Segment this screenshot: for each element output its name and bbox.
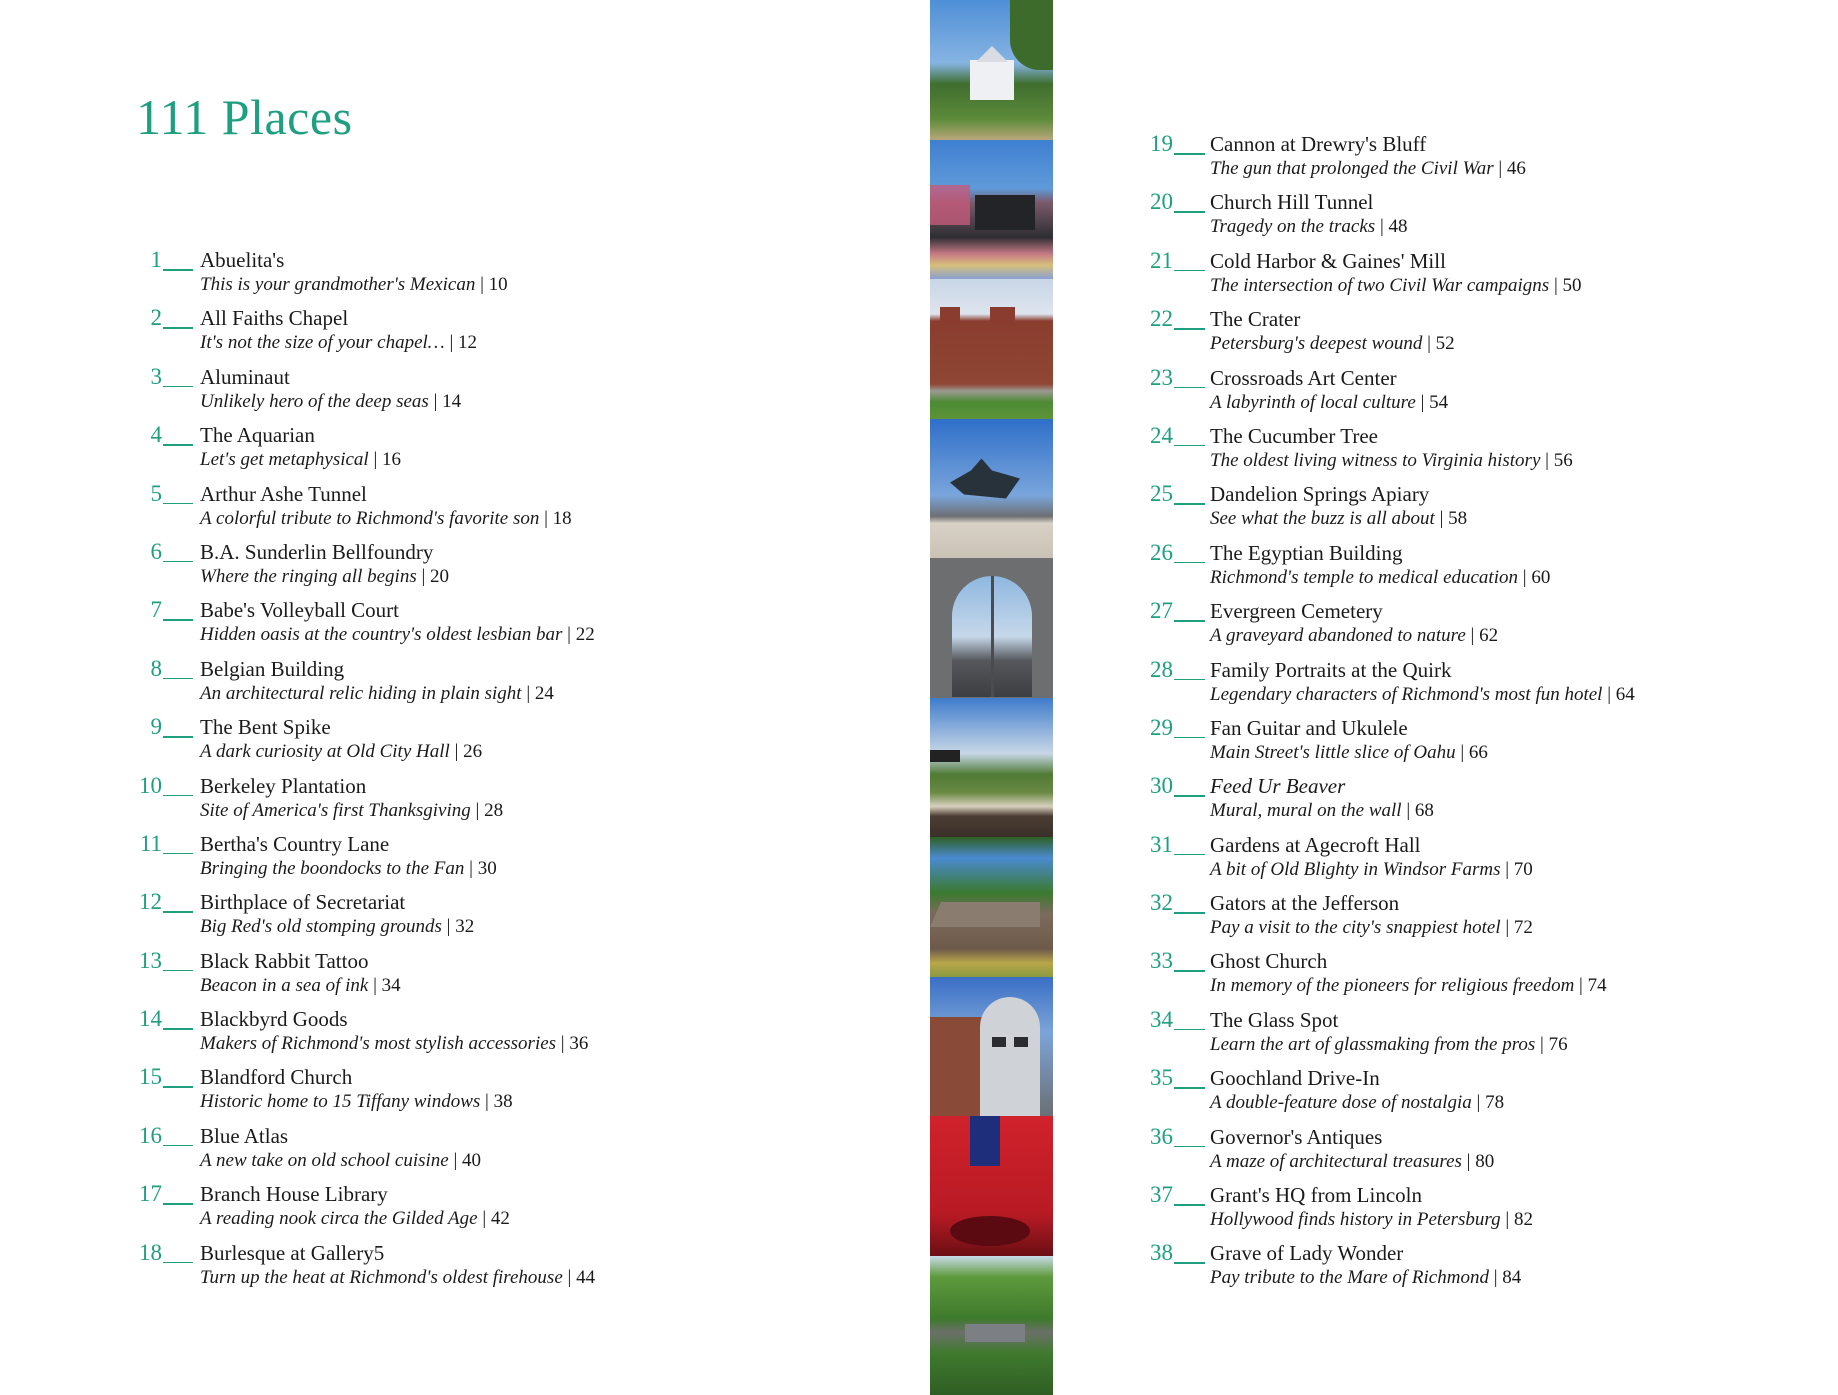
entry-separator: | [1434,508,1449,530]
entry-leader-line [1174,970,1205,972]
entry-leader-line [163,327,193,329]
entry-separator: | [448,1149,463,1171]
entry-number: 32 [1150,890,1173,916]
entry-title: Blue Atlas [200,1123,289,1148]
entry-title: B.A. Sunderlin Bellfoundry [200,539,434,564]
entry-tagline: In memory of the pioneers for religious freedom [1210,975,1575,997]
entry-separator: | [475,274,489,295]
entry-number: 13 [139,947,162,973]
entry-title: The Crater [1210,307,1301,332]
entry-number: 30 [1150,773,1173,799]
entry-title: The Aquarian [200,423,315,448]
photo-arched-window [930,558,1053,698]
entry-leader-line [163,1203,193,1205]
entry-number: 37 [1150,1182,1173,1208]
entry-separator: | [521,682,535,704]
entry-number: 34 [1150,1006,1173,1032]
entry-tagline: An architectural relic hiding in plain sight [200,682,522,704]
entry-tagline: Historic home to 15 Tiffany windows [200,1091,481,1113]
entry-page-number: 28 [484,799,504,821]
entry-leader-line [163,678,193,680]
entry-number: 6 [150,538,162,564]
entry-tagline: Bringing the boondocks to the Fan [200,857,465,879]
entry-number: 19 [1150,131,1173,156]
entry-tagline: A graveyard abandoned to nature [1210,625,1466,647]
entry-page-number: 46 [1506,158,1526,179]
entry-subtitle [200,448,401,472]
entry-separator: | [1574,975,1588,997]
entry-number: 25 [1150,481,1173,507]
entry-separator: | [562,624,576,646]
entry-title: Dandelion Springs Apiary [1210,482,1430,507]
entry-leader-line [1174,912,1205,914]
entry-leader-line [163,970,193,972]
entry-number: 14 [139,1006,162,1032]
entry-page-number: 48 [1388,216,1408,238]
entry-page-number: 20 [430,565,450,587]
entry-leader-line [1174,503,1205,505]
entry-title: Branch House Library [200,1182,388,1207]
entry-separator: | [1549,274,1563,296]
entry-page-number: 58 [1448,508,1468,530]
entry-separator: | [1500,917,1514,939]
entry-separator: | [1415,391,1430,413]
entry-leader-line [1174,1087,1205,1089]
entry-separator: | [477,1208,491,1230]
photo-stone-tower-building [930,977,1053,1117]
entry-number: 10 [139,772,162,798]
entry-page-number: 60 [1531,566,1551,588]
entry-subtitle [1210,916,1533,940]
entry-separator: | [480,1091,494,1113]
entry-title: Abuelita's [200,248,285,272]
entry-tagline: Big Red's old stomping grounds [200,916,442,938]
entry-leader-line [163,386,193,388]
entry-page-number: 10 [488,274,508,295]
entry-leader-line [1174,328,1205,330]
entry-page-number: 56 [1553,449,1573,471]
entry-subtitle [1210,799,1434,823]
entry-tagline: A dark curiosity at Old City Hall [200,741,450,763]
entry-number: 35 [1150,1065,1173,1091]
entry-leader-line [163,1086,193,1088]
entry-leader-line [163,444,193,446]
entry-title: Belgian Building [200,656,345,681]
entry-page-number: 70 [1513,858,1533,880]
photo-strip [930,0,1053,1395]
entry-leader-line [1174,1262,1205,1264]
entry-tagline: It's not the size of your chapel… [200,332,445,354]
entry-separator: | [1422,333,1436,355]
entry-title: Fan Guitar and Ukulele [1210,715,1408,740]
entry-separator: | [368,974,382,996]
entry-tagline: A labyrinth of local culture [1210,391,1416,413]
entry-separator: | [416,565,431,587]
entry-title: The Cucumber Tree [1210,423,1378,448]
entry-leader-line [163,503,193,505]
entry-tagline: A maze of architectural treasures [1210,1150,1462,1172]
entry-subtitle [1210,507,1467,531]
entry-title: Arthur Ashe Tunnel [200,481,367,506]
entry-tagline: The oldest living witness to Virginia history [1210,449,1541,471]
entry-page-number: 62 [1479,625,1499,647]
entry-leader-line [1174,795,1205,797]
entry-subtitle [200,273,508,297]
entry-separator: | [368,449,383,471]
entry-number: 9 [150,714,162,740]
entry-title: Evergreen Cemetery [1210,599,1383,624]
entry-separator: | [1461,1150,1476,1172]
entry-number: 15 [139,1064,162,1090]
entry-subtitle [1210,1091,1504,1115]
entry-page-number: 76 [1548,1033,1568,1055]
entry-separator: | [449,741,464,763]
entry-title: Babe's Volleyball Court [200,598,399,623]
entry-number: 16 [139,1122,162,1148]
entry-separator: | [428,390,443,412]
entry-page-number: 16 [382,449,402,471]
entry-separator: | [1602,683,1616,705]
entry-subtitle [1210,566,1550,590]
entry-subtitle [1210,1150,1494,1174]
entry-page-number: 84 [1502,1267,1522,1289]
entry-tagline: Where the ringing all begins [200,565,417,587]
entry-number: 2 [150,305,162,331]
entry-tagline: Makers of Richmond's most stylish accessories [200,1033,557,1055]
entry-page-number: 68 [1414,800,1434,822]
entry-tagline: Unlikely hero of the deep seas [200,390,429,412]
entry-subtitle [1210,974,1607,998]
entry-tagline: Pay tribute to the Mare of Richmond [1210,1267,1489,1289]
photo-equestrian-statue [930,419,1053,559]
entry-subtitle [1210,274,1582,298]
entry-number: 36 [1150,1123,1173,1149]
entry-number: 33 [1150,948,1173,974]
entry-number: 29 [1150,714,1173,740]
entry-tagline: Beacon in a sea of ink [200,974,369,996]
entry-page-number: 74 [1587,975,1607,997]
entry-tagline: This is your grandmother's Mexican [200,274,476,295]
entry-tagline: A reading nook circa the Gilded Age [200,1208,478,1230]
entry-tagline: A bit of Old Blighty in Windsor Farms [1210,858,1501,880]
entry-title: Burlesque at Gallery5 [200,1240,385,1265]
entry-number: 1 [150,247,162,272]
entry-separator: | [1488,1267,1503,1289]
entry-leader-line [1174,854,1205,856]
entry-separator: | [441,916,456,938]
entry-page-number: 24 [534,682,554,704]
entry-number: 24 [1150,422,1173,448]
entry-page-number: 78 [1485,1092,1505,1114]
entry-page-number: 14 [442,390,462,412]
entry-subtitle [200,799,503,823]
entry-page-number: 30 [477,857,497,879]
entry-title: Birthplace of Secretariat [200,890,406,915]
entry-title: Aluminaut [200,364,290,389]
entry-title: Feed Ur Beaver [1210,774,1346,799]
entry-page-number: 12 [458,332,478,354]
entry-tagline: The intersection of two Civil War campaigns [1210,274,1550,296]
entry-separator: | [470,799,485,821]
entry-number: 22 [1150,306,1173,332]
photo-house-among-trees [930,1256,1053,1395]
entry-leader-line [163,561,193,563]
entry-subtitle [200,1149,481,1173]
entry-number: 21 [1150,247,1173,273]
entry-title: Ghost Church [1210,949,1328,974]
entry-title: Church Hill Tunnel [1210,190,1374,215]
entry-page-number: 34 [381,974,401,996]
entry-tagline: Tragedy on the tracks [1210,216,1376,238]
entry-title: The Egyptian Building [1210,540,1403,565]
entry-number: 26 [1150,539,1173,565]
entry-number: 20 [1150,189,1173,215]
photo-wooden-cabin [930,837,1053,977]
entry-leader-line [163,911,193,913]
entry-leader-line [163,1145,193,1147]
entry-page-number: 50 [1562,274,1582,296]
entry-number: 7 [150,597,162,623]
entry-leader-line [163,269,193,271]
entry-leader-line [1174,1146,1205,1148]
entry-page-number: 52 [1435,333,1455,355]
entry-leader-line [1174,445,1205,447]
entry-number: 28 [1150,656,1173,682]
entry-number: 38 [1150,1240,1173,1266]
entry-subtitle [200,565,449,589]
entry-subtitle [200,1090,513,1114]
entry-separator: | [464,857,478,879]
entry-leader-line [163,853,193,855]
entry-page-number: 38 [493,1091,513,1113]
page-title: 111 Places [136,89,353,145]
entry-subtitle [200,331,477,355]
entry-page-number: 82 [1513,1209,1533,1231]
entry-subtitle [1210,683,1635,707]
entry-title: Family Portraits at the Quirk [1210,657,1452,682]
entry-separator: | [1540,449,1554,471]
entry-separator: | [539,507,553,529]
entry-tagline: Pay a visit to the city's snappiest hotel [1210,917,1501,939]
entry-separator: | [1455,741,1469,763]
entry-separator: | [444,332,459,354]
entry-number: 8 [150,655,162,681]
entry-separator: | [1500,1209,1514,1231]
entry-title: Gardens at Agecroft Hall [1210,832,1421,857]
photo-red-brick-armory [930,279,1053,419]
entry-subtitle [200,915,474,939]
entry-page-number: 54 [1429,391,1449,413]
entry-page-number: 40 [462,1149,482,1171]
entry-subtitle [1210,624,1498,648]
entry-page-number: 22 [575,624,595,646]
entry-tagline: A double-feature dose of nostalgia [1210,1092,1472,1114]
entry-page-number: 42 [490,1208,510,1230]
entry-tagline: Turn up the heat at Richmond's oldest firehouse [200,1266,563,1288]
entry-page-number: 80 [1475,1150,1495,1172]
entry-leader-line [1174,211,1205,213]
entry-tagline: Site of America's first Thanksgiving [200,799,471,821]
entry-title: Blandford Church [200,1065,353,1090]
entry-title: Grave of Lady Wonder [1210,1241,1404,1266]
entry-subtitle [200,390,461,414]
entry-number: 31 [1150,831,1173,857]
entry-page-number: 36 [569,1033,589,1055]
entry-subtitle [1210,1033,1568,1057]
entry-subtitle [1210,157,1526,181]
entry-separator: | [556,1033,570,1055]
entry-tagline: Hollywood finds history in Petersburg [1210,1209,1501,1231]
entry-title: Goochland Drive-In [1210,1066,1380,1091]
entry-number: 11 [139,830,162,856]
photo-red-stage-curtain [930,1116,1053,1256]
entry-subtitle [1210,1266,1521,1290]
entry-title: Governor's Antiques [1210,1124,1383,1149]
entry-title: Blackbyrd Goods [200,1007,348,1032]
entry-title: Crossroads Art Center [1210,365,1397,390]
entry-number: 27 [1150,598,1173,624]
entry-tagline: The gun that prolonged the Civil War [1210,158,1494,179]
entry-page-number: 32 [455,916,475,938]
entry-tagline: A new take on old school cuisine [200,1149,449,1171]
entry-subtitle [1210,858,1533,882]
entry-tagline: Learn the art of glassmaking from the pros [1210,1033,1536,1055]
entry-subtitle [1210,741,1488,765]
entry-subtitle [1210,449,1573,473]
entry-subtitle [1210,391,1448,415]
entry-leader-line [1174,387,1205,389]
entry-subtitle [1210,1208,1533,1232]
entry-subtitle [200,974,401,998]
entry-subtitle [200,1032,588,1056]
entry-separator: | [562,1266,577,1288]
entry-subtitle [200,623,595,647]
entry-separator: | [1518,566,1532,588]
entry-title: Gators at the Jefferson [1210,891,1400,916]
entry-leader-line [1174,1204,1205,1206]
entry-title: The Glass Spot [1210,1007,1339,1032]
entry-subtitle [200,507,572,531]
entry-leader-line [1174,679,1205,681]
entry-page-number: 44 [576,1266,596,1288]
entry-leader-line [163,619,193,621]
entry-subtitle [200,857,497,881]
entry-leader-line [163,736,193,738]
entry-title: Berkeley Plantation [200,773,367,798]
entry-subtitle [200,682,554,706]
entry-page-number: 72 [1513,917,1533,939]
entry-page-number: 66 [1468,741,1488,763]
photo-cannon-on-bluff [930,698,1053,838]
entry-subtitle [1210,332,1455,356]
entry-leader-line [1174,737,1205,739]
entry-separator: | [1500,858,1514,880]
photo-colorful-mural-tunnel [930,140,1053,280]
entry-number: 12 [139,889,162,915]
entry-title: Grant's HQ from Lincoln [1210,1183,1422,1208]
entry-separator: | [1535,1033,1549,1055]
entry-tagline: Legendary characters of Richmond's most fun hotel [1210,683,1603,705]
entry-leader-line [1174,620,1205,622]
entry-page-number: 18 [552,507,572,529]
entry-page-number: 26 [463,741,483,763]
entry-title: The Bent Spike [200,715,331,740]
entry-title: Black Rabbit Tattoo [200,948,369,973]
photo-white-chapel [930,0,1053,140]
entry-leader-line [163,795,193,797]
entry-subtitle [1210,215,1408,239]
entry-tagline: Petersburg's deepest wound [1210,333,1423,355]
entry-leader-line [1174,562,1205,564]
entry-tagline: Let's get metaphysical [200,449,369,471]
entry-tagline: Mural, mural on the wall [1210,800,1402,822]
entry-subtitle [200,740,482,764]
entry-number: 5 [150,480,162,506]
entry-subtitle [200,1207,510,1231]
entry-leader-line [163,1028,193,1030]
entry-tagline: Richmond's temple to medical education [1210,566,1518,588]
entry-separator: | [1471,1092,1486,1114]
entry-tagline: A colorful tribute to Richmond's favorite son [200,507,540,529]
entry-number: 4 [150,422,162,448]
entry-separator: | [1465,625,1480,647]
entry-tagline: Main Street's little slice of Oahu [1210,741,1456,763]
entry-number: 23 [1150,364,1173,390]
entry-tagline: Hidden oasis at the country's oldest lesbian bar [200,624,563,646]
entry-page-number: 64 [1615,683,1635,705]
entry-leader-line [1174,153,1205,155]
entry-subtitle [200,1266,595,1290]
entry-tagline: See what the buzz is all about [1210,508,1435,530]
entry-number: 3 [150,363,162,389]
entry-title: Cold Harbor & Gaines' Mill [1210,248,1446,273]
entry-leader-line [1174,1029,1205,1031]
entry-separator: | [1493,158,1507,179]
entry-separator: | [1375,216,1389,238]
entry-separator: | [1401,800,1415,822]
entry-leader-line [1174,270,1205,272]
entry-leader-line [163,1262,193,1264]
entry-title: Bertha's Country Lane [200,831,390,856]
entry-title: All Faiths Chapel [200,306,349,331]
entry-number: 18 [139,1239,162,1265]
entry-number: 17 [139,1181,162,1207]
entry-title: Cannon at Drewry's Bluff [1210,132,1427,156]
